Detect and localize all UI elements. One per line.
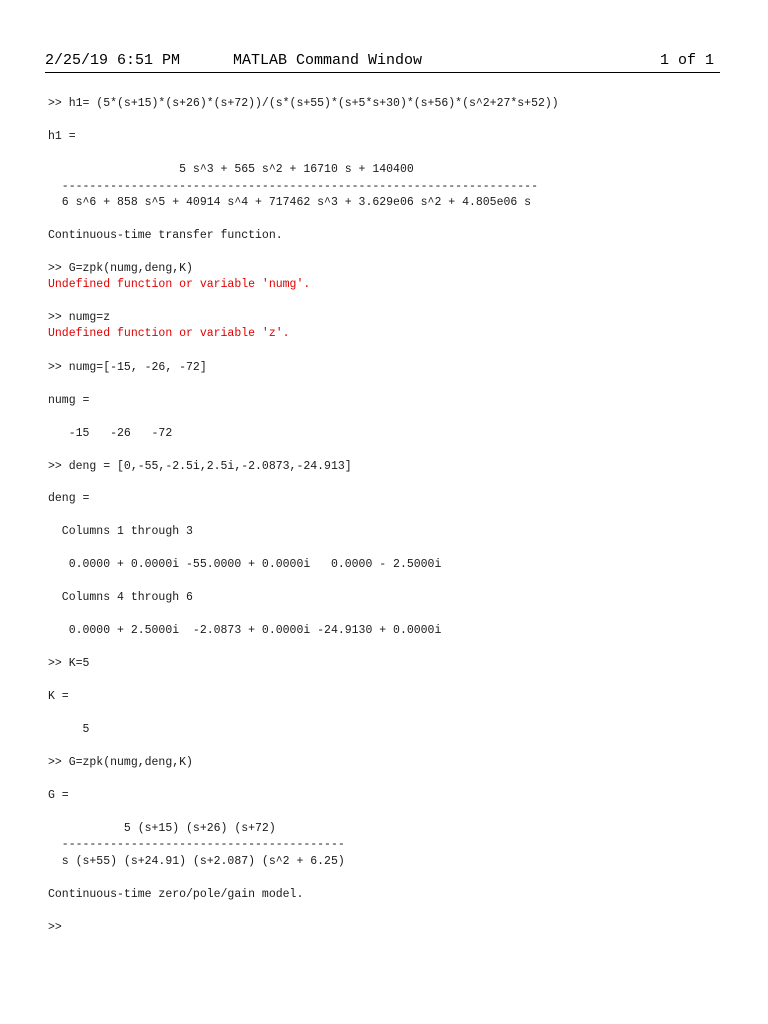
command-line-zpk: >> G=zpk(numg,deng,K) [48,262,193,275]
tf-description: Continuous-time transfer function. [48,229,283,242]
deng-values-4-6: 0.0000 + 2.5000i -2.0873 + 0.0000i -24.9130 + 0.0000i [48,624,442,637]
header-title: MATLAB Command Window [233,52,423,69]
command-line-zpk-2: >> G=zpk(numg,deng,K) [48,756,193,769]
output-label-deng: deng = [48,492,90,505]
tf-fraction-bar: --------------------------------------------------------------------- [48,180,538,193]
zpk-fraction-bar: ----------------------------------------- [48,838,345,851]
page-header [45,50,720,73]
header-timestamp: 2/25/19 6:51 PM [45,52,181,69]
command-line-k: >> K=5 [48,657,90,670]
output-label-g: G = [48,789,69,802]
command-line-numg-z: >> numg=z [48,311,111,324]
output-label-h1: h1 = [48,130,76,143]
command-line-deng: >> deng = [0,-55,-2.5i,2.5i,-2.0873,-24.913] [48,460,352,473]
output-value-numg: -15 -26 -72 [48,427,173,440]
error-message-z: Undefined function or variable 'z'. [48,327,290,340]
header-page-number: 1 of 1 [659,52,714,69]
tf-denominator: 6 s^6 + 858 s^5 + 40914 s^4 + 717462 s^3 + 3.629e06 s^2 + 4.805e06 s [48,196,532,209]
command-line-h1: >> h1= (5*(s+15)*(s+26)*(s+72))/(s*(s+55)*(s+5*s+30)*(s+56)*(s^2+27*s+52)) [48,97,559,110]
output-label-k: K = [48,690,69,703]
command-line-numg: >> numg=[-15, -26, -72] [48,361,207,374]
zpk-denominator: s (s+55) (s+24.91) (s+2.087) (s^2 + 6.25) [48,855,345,868]
columns-header-4-6: Columns 4 through 6 [48,591,193,604]
command-prompt[interactable]: >> [48,921,62,934]
deng-values-1-3: 0.0000 + 0.0000i -55.0000 + 0.0000i 0.0000 - 2.5000i [48,558,442,571]
output-value-k: 5 [48,723,90,736]
output-label-numg: numg = [48,394,90,407]
error-message-numg: Undefined function or variable 'numg'. [48,278,311,291]
zpk-numerator: 5 (s+15) (s+26) (s+72) [48,822,276,835]
zpk-description: Continuous-time zero/pole/gain model. [48,888,304,901]
columns-header-1-3: Columns 1 through 3 [48,525,193,538]
tf-numerator: 5 s^3 + 565 s^2 + 16710 s + 140400 [48,163,414,176]
